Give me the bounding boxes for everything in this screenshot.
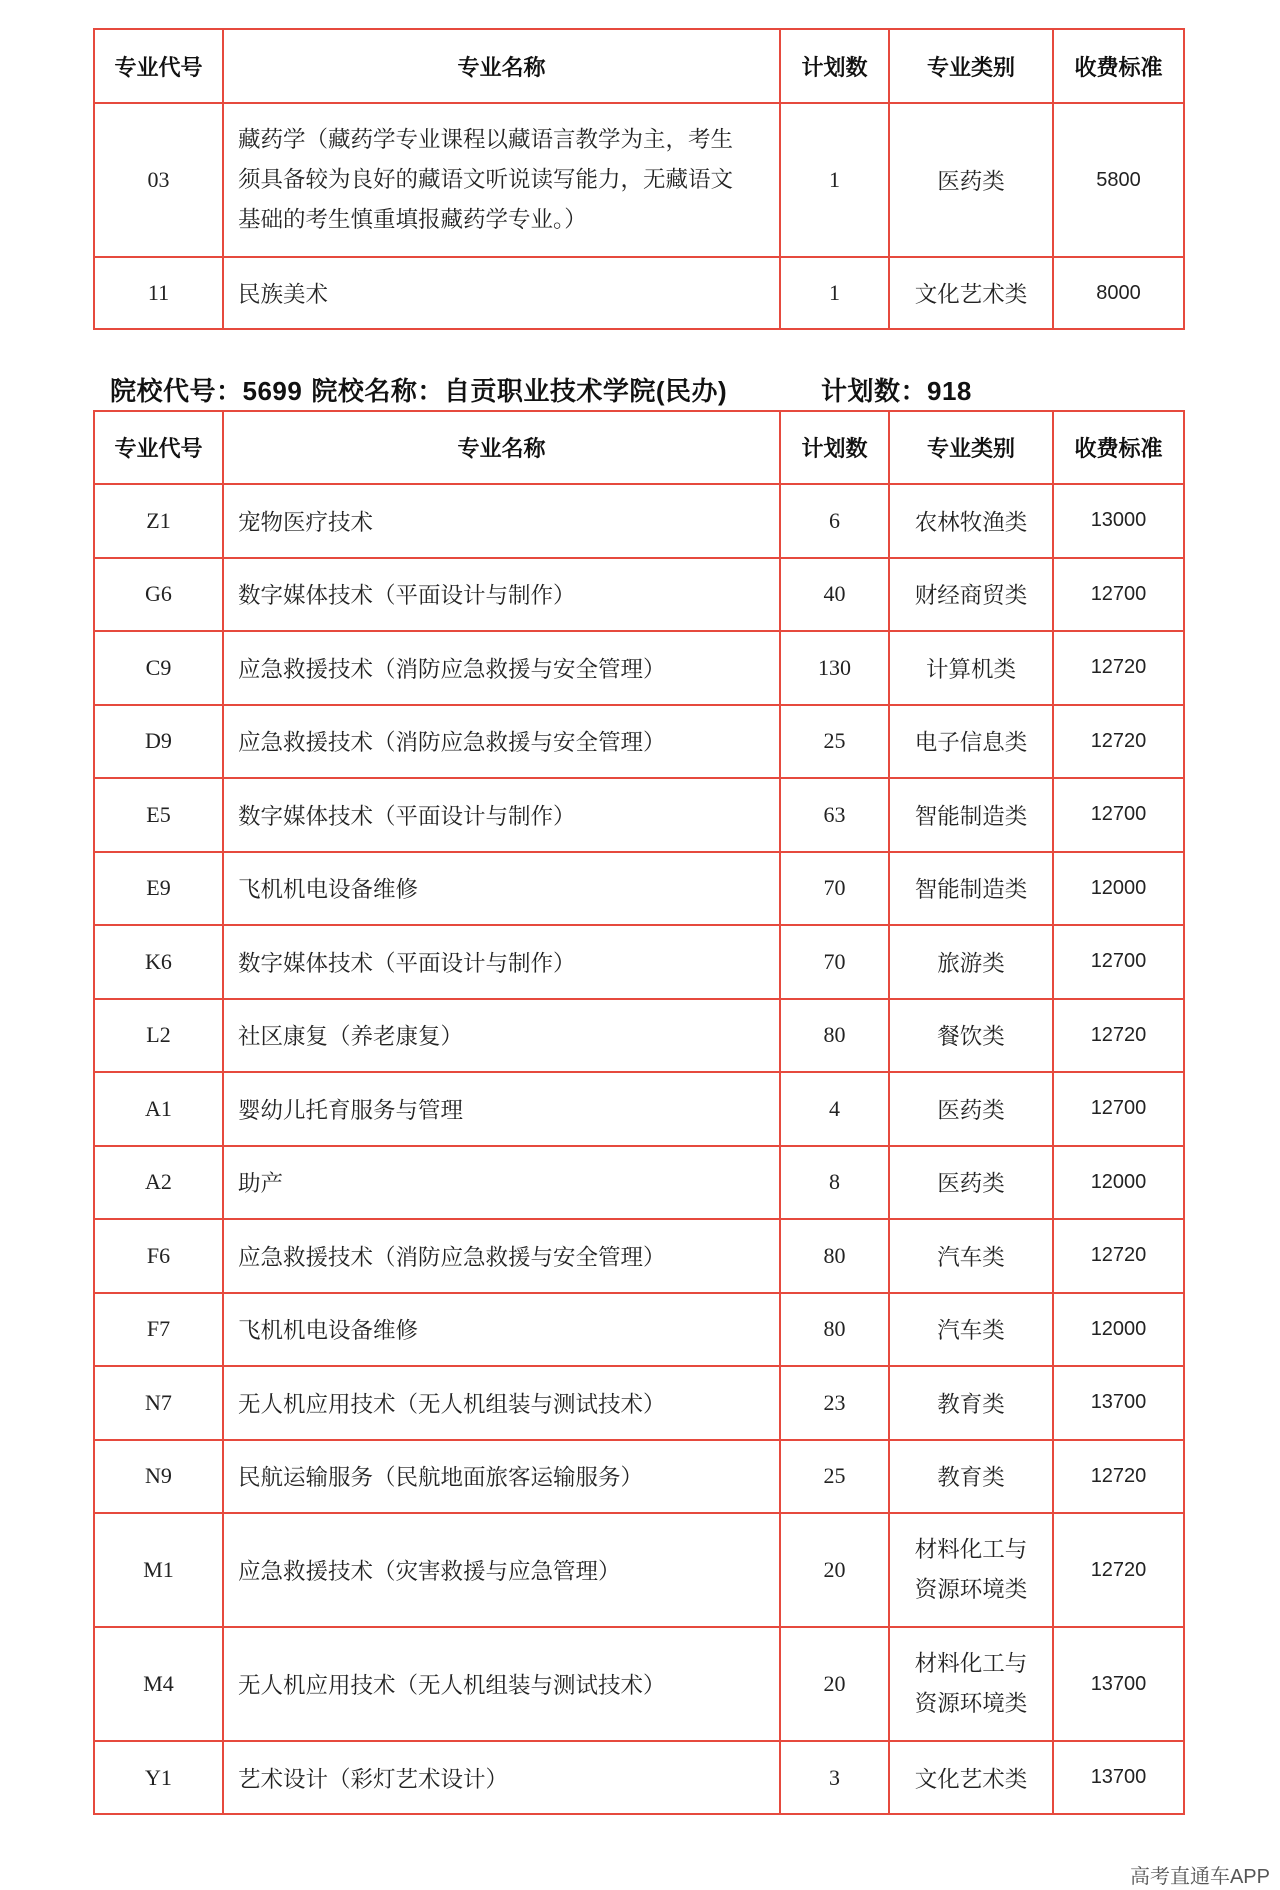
column-header-category: 专业类别 <box>890 412 1054 485</box>
column-header-count: 计划数 <box>781 412 890 485</box>
table-row <box>95 706 1185 780</box>
major-category-cell: 电子信息类 <box>890 706 1054 780</box>
plan-count-cell: 80 <box>781 1294 890 1368</box>
school-name-label: 院校名称： <box>311 376 444 406</box>
plan-count-cell: 25 <box>781 1441 890 1515</box>
column-header-fee: 收费标准 <box>1054 30 1185 104</box>
school-heading <box>110 371 727 408</box>
major-category-cell: 农林牧渔类 <box>890 485 1054 559</box>
table-header-row <box>95 30 1185 104</box>
major-name-cell: 数字媒体技术（平面设计与制作） <box>224 779 781 853</box>
major-name-cell: 助产 <box>224 1147 781 1221</box>
major-code-cell: L2 <box>95 1000 224 1074</box>
major-category-cell: 智能制造类 <box>890 779 1054 853</box>
table-row <box>95 1514 1185 1628</box>
plan-count-cell: 80 <box>781 1000 890 1074</box>
tuition-fee-cell: 12720 <box>1054 1000 1185 1074</box>
tuition-fee-cell: 12720 <box>1054 632 1185 706</box>
tuition-fee-cell: 13000 <box>1054 485 1185 559</box>
table-row <box>95 1628 1185 1742</box>
plan-count-cell: 3 <box>781 1742 890 1815</box>
major-code-cell: 11 <box>95 258 224 330</box>
major-table-continued <box>93 28 1185 330</box>
major-code-cell: M4 <box>95 1628 224 1742</box>
tuition-fee-cell: 12700 <box>1054 1073 1185 1147</box>
tuition-fee-cell: 12700 <box>1054 559 1185 633</box>
major-name-cell: 无人机应用技术（无人机组装与测试技术） <box>224 1628 781 1742</box>
tuition-fee-cell: 13700 <box>1054 1742 1185 1815</box>
table-row <box>95 779 1185 853</box>
major-name-cell: 应急救援技术（消防应急救援与安全管理） <box>224 706 781 780</box>
school-plan-total <box>821 371 972 408</box>
major-name-cell <box>224 104 781 258</box>
column-header-name: 专业名称 <box>224 30 781 104</box>
major-name-cell: 艺术设计（彩灯艺术设计） <box>224 1742 781 1815</box>
table-row <box>95 853 1185 927</box>
major-category-cell: 计算机类 <box>890 632 1054 706</box>
table-row <box>95 1000 1185 1074</box>
tuition-fee-cell: 12000 <box>1054 1294 1185 1368</box>
plan-count-cell: 25 <box>781 706 890 780</box>
major-code-cell: F7 <box>95 1294 224 1368</box>
major-category-cell: 智能制造类 <box>890 853 1054 927</box>
major-category-cell: 医药类 <box>890 1073 1054 1147</box>
major-name-cell: 应急救援技术（灾害救援与应急管理） <box>224 1514 781 1628</box>
major-code-cell: E5 <box>95 779 224 853</box>
tuition-fee-cell: 13700 <box>1054 1628 1185 1742</box>
column-header-category: 专业类别 <box>890 30 1054 104</box>
tuition-fee-cell: 12000 <box>1054 853 1185 927</box>
plan-count-cell: 70 <box>781 926 890 1000</box>
major-category-cell: 教育类 <box>890 1441 1054 1515</box>
major-category-text: 材料化工与资源环境类 <box>914 1537 1028 1602</box>
major-code-cell: Z1 <box>95 485 224 559</box>
major-code-cell: C9 <box>95 632 224 706</box>
major-category-cell: 文化艺术类 <box>890 258 1054 330</box>
major-code-cell: D9 <box>95 706 224 780</box>
table-row <box>95 258 1185 330</box>
plan-count-cell: 130 <box>781 632 890 706</box>
tuition-fee-cell: 8000 <box>1054 258 1185 330</box>
major-category-cell <box>890 1514 1054 1628</box>
column-header-code: 专业代号 <box>95 30 224 104</box>
table-row <box>95 1441 1185 1515</box>
table-row <box>95 1367 1185 1441</box>
tuition-fee-cell: 13700 <box>1054 1367 1185 1441</box>
major-name-cell: 应急救援技术（消防应急救援与安全管理） <box>224 632 781 706</box>
major-code-cell: Y1 <box>95 1742 224 1815</box>
major-code-cell: E9 <box>95 853 224 927</box>
table-row <box>95 1073 1185 1147</box>
table-row <box>95 632 1185 706</box>
plan-count-cell: 1 <box>781 258 890 330</box>
major-category-text: 材料化工与资源环境类 <box>914 1651 1028 1716</box>
column-header-name: 专业名称 <box>224 412 781 485</box>
table-row <box>95 1742 1185 1815</box>
major-category-cell: 餐饮类 <box>890 1000 1054 1074</box>
tuition-fee-cell: 12720 <box>1054 706 1185 780</box>
table-header-row <box>95 412 1185 485</box>
column-header-count: 计划数 <box>781 30 890 104</box>
major-code-cell: K6 <box>95 926 224 1000</box>
major-name-cell: 数字媒体技术（平面设计与制作） <box>224 926 781 1000</box>
tuition-fee-cell: 12000 <box>1054 1147 1185 1221</box>
school-plan-label: 计划数： <box>821 376 928 406</box>
major-name-cell: 数字媒体技术（平面设计与制作） <box>224 559 781 633</box>
major-code-cell: 03 <box>95 104 224 258</box>
major-category-cell: 汽车类 <box>890 1220 1054 1294</box>
major-name-cell: 社区康复（养老康复） <box>224 1000 781 1074</box>
major-name-cell: 飞机机电设备维修 <box>224 853 781 927</box>
table-row <box>95 559 1185 633</box>
major-code-cell: N7 <box>95 1367 224 1441</box>
table-row <box>95 926 1185 1000</box>
major-name-cell: 宠物医疗技术 <box>224 485 781 559</box>
major-category-cell: 教育类 <box>890 1367 1054 1441</box>
tuition-fee-cell: 12700 <box>1054 779 1185 853</box>
major-name-text: 藏药学（藏药学专业课程以藏语言教学为主，考生须具备较为良好的藏语文听说读写能力，无藏语文基础的考生慎重填报藏药学专业。） <box>238 127 734 232</box>
tuition-fee-cell: 12720 <box>1054 1220 1185 1294</box>
major-category-cell: 财经商贸类 <box>890 559 1054 633</box>
major-code-cell: G6 <box>95 559 224 633</box>
plan-count-cell: 80 <box>781 1220 890 1294</box>
table-row <box>95 1294 1185 1368</box>
major-category-cell: 汽车类 <box>890 1294 1054 1368</box>
school-name: 自贡职业技术学院(民办) <box>443 376 728 406</box>
plan-count-cell: 20 <box>781 1514 890 1628</box>
major-name-cell: 应急救援技术（消防应急救援与安全管理） <box>224 1220 781 1294</box>
major-code-cell: M1 <box>95 1514 224 1628</box>
column-header-fee: 收费标准 <box>1054 412 1185 485</box>
major-category-cell: 文化艺术类 <box>890 1742 1054 1815</box>
tuition-fee-cell: 12700 <box>1054 926 1185 1000</box>
table-row <box>95 104 1185 258</box>
school-plan-value: 918 <box>927 376 972 406</box>
plan-count-cell: 1 <box>781 104 890 258</box>
school-code-label: 院校代号： <box>110 376 243 406</box>
major-name-cell: 民航运输服务（民航地面旅客运输服务） <box>224 1441 781 1515</box>
major-category-cell <box>890 1628 1054 1742</box>
plan-count-cell: 8 <box>781 1147 890 1221</box>
plan-count-cell: 70 <box>781 853 890 927</box>
column-header-code: 专业代号 <box>95 412 224 485</box>
major-name-cell: 飞机机电设备维修 <box>224 1294 781 1368</box>
plan-count-cell: 23 <box>781 1367 890 1441</box>
plan-count-cell: 6 <box>781 485 890 559</box>
tuition-fee-cell: 5800 <box>1054 104 1185 258</box>
major-category-cell: 旅游类 <box>890 926 1054 1000</box>
plan-count-cell: 40 <box>781 559 890 633</box>
major-table-5699 <box>93 410 1185 1815</box>
table-row <box>95 1147 1185 1221</box>
tuition-fee-cell: 12720 <box>1054 1514 1185 1628</box>
major-name-cell: 无人机应用技术（无人机组装与测试技术） <box>224 1367 781 1441</box>
tuition-fee-cell: 12720 <box>1054 1441 1185 1515</box>
major-category-cell: 医药类 <box>890 104 1054 258</box>
major-name-cell: 婴幼儿托育服务与管理 <box>224 1073 781 1147</box>
major-category-cell: 医药类 <box>890 1147 1054 1221</box>
major-name-cell: 民族美术 <box>224 258 781 330</box>
major-code-cell: A1 <box>95 1073 224 1147</box>
plan-count-cell: 20 <box>781 1628 890 1742</box>
major-code-cell: F6 <box>95 1220 224 1294</box>
plan-count-cell: 4 <box>781 1073 890 1147</box>
plan-count-cell: 63 <box>781 779 890 853</box>
major-code-cell: N9 <box>95 1441 224 1515</box>
major-code-cell: A2 <box>95 1147 224 1221</box>
table-row <box>95 485 1185 559</box>
table-row <box>95 1220 1185 1294</box>
school-code: 5699 <box>242 376 303 406</box>
source-watermark: 高考直通车APP <box>1129 1866 1270 1888</box>
